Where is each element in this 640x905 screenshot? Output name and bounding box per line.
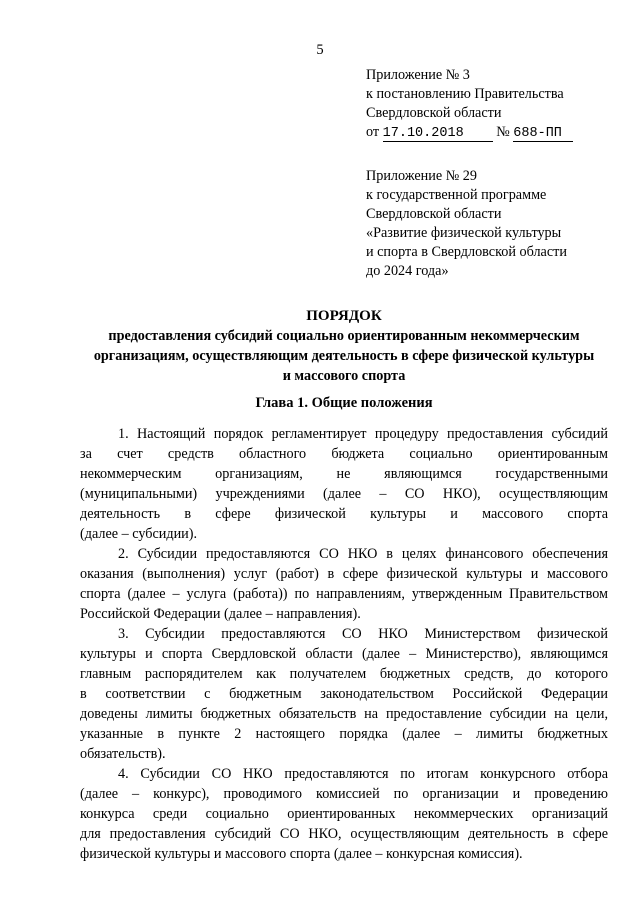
date-field <box>383 125 493 142</box>
appendix-29-line: Приложение № 29 <box>366 168 477 184</box>
text-line: обязательств). <box>80 746 166 762</box>
text-line: за счет средств областного бюджета социально ориентированным <box>80 446 608 462</box>
appendix-3-line-2: к постановлению Правительства <box>366 86 564 102</box>
document-subtitle <box>80 326 608 386</box>
page-number: 5 <box>316 42 324 58</box>
text-line: Российской Федерации (далее – направления). <box>80 606 361 622</box>
paragraph-2 <box>80 544 608 624</box>
appendix-3-header <box>366 66 626 142</box>
text-line: в соответствии с бюджетным законодательством Российской Федерации <box>80 686 608 702</box>
text-line: главным распорядителем как получателем бюджетных средств, до которого <box>80 666 608 682</box>
appendix-29-line: и спорта в Свердловской области <box>366 244 567 260</box>
text-line: культуры и спорта Свердловской области (далее – Министерство), являющимся <box>80 646 608 662</box>
text-line: (далее – субсидии). <box>80 526 198 542</box>
paragraph-1 <box>80 424 608 544</box>
appendix-29-line: до 2024 года» <box>366 263 449 279</box>
text-line: для предоставления субсидий СО НКО, осуществляющим деятельность в сфере <box>80 826 608 842</box>
appendix-29-line: к государственной программе <box>366 187 547 203</box>
text-line: 3. Субсидии предоставляются СО НКО Министерством физической <box>118 626 608 642</box>
text-line: деятельность в сфере физической культуры и массового спорта <box>80 506 608 522</box>
document-title: ПОРЯДОК <box>306 308 382 324</box>
text-line: (муниципальными) учреждениями (далее – СО НКО), осуществляющим <box>80 486 608 502</box>
number-field <box>513 125 573 142</box>
text-line: (далее – конкурс), проводимого комиссией по организации и проведению <box>80 786 608 802</box>
text-line: спорта (далее – услуга (работа)) по направлениям, утвержденным Правительством <box>80 586 608 602</box>
appendix-3-line-1: Приложение № 3 <box>366 67 470 83</box>
subtitle-line: предоставления субсидий социально ориентированным некоммерческим <box>108 328 580 344</box>
paragraph-3 <box>80 624 608 764</box>
subtitle-line: организациям, осуществляющим деятельность в сфере физической культуры <box>93 348 595 364</box>
appendix-29-line: «Развитие физической культуры <box>366 225 562 241</box>
text-line: 2. Субсидии предоставляются СО НКО в целях финансового обеспечения <box>118 546 608 562</box>
text-line: 1. Настоящий порядок регламентирует процедуру предоставления субсидий <box>118 426 608 442</box>
text-line: 4. Субсидии СО НКО предоставляются по итогам конкурсного отбора <box>118 766 608 782</box>
text-line: физической культуры и массового спорта (далее – конкурсная комиссия). <box>80 846 523 862</box>
text-line: доведены лимиты бюджетных обязательств на предоставление субсидии на цели, <box>80 706 608 722</box>
date-value: 17.10.2018 <box>382 126 464 141</box>
appendix-3-line-3: Свердловской области <box>366 105 502 121</box>
text-line: некоммерческим организациям, не являющимся государственными <box>80 466 608 482</box>
number-value: 688-ПП <box>513 126 562 141</box>
text-line: конкурса среди социально ориентированных некоммерческих организаций <box>80 806 608 822</box>
text-line: оказания (выполнения) услуг (работ) в сфере физической культуры и массового <box>80 566 608 582</box>
chapter-heading: Глава 1. Общие положения <box>255 395 433 411</box>
appendix-29-line: Свердловской области <box>366 206 502 222</box>
date-prefix: от <box>366 124 380 140</box>
text-line: указанные в пункте 2 настоящего порядка (далее – лимиты бюджетных <box>80 726 608 742</box>
appendix-3-date-line <box>366 123 626 142</box>
appendix-29-header <box>366 167 626 281</box>
document-body <box>80 424 608 864</box>
subtitle-line: и массового спорта <box>282 368 406 384</box>
number-prefix: № <box>496 124 510 140</box>
paragraph-4 <box>80 764 608 864</box>
